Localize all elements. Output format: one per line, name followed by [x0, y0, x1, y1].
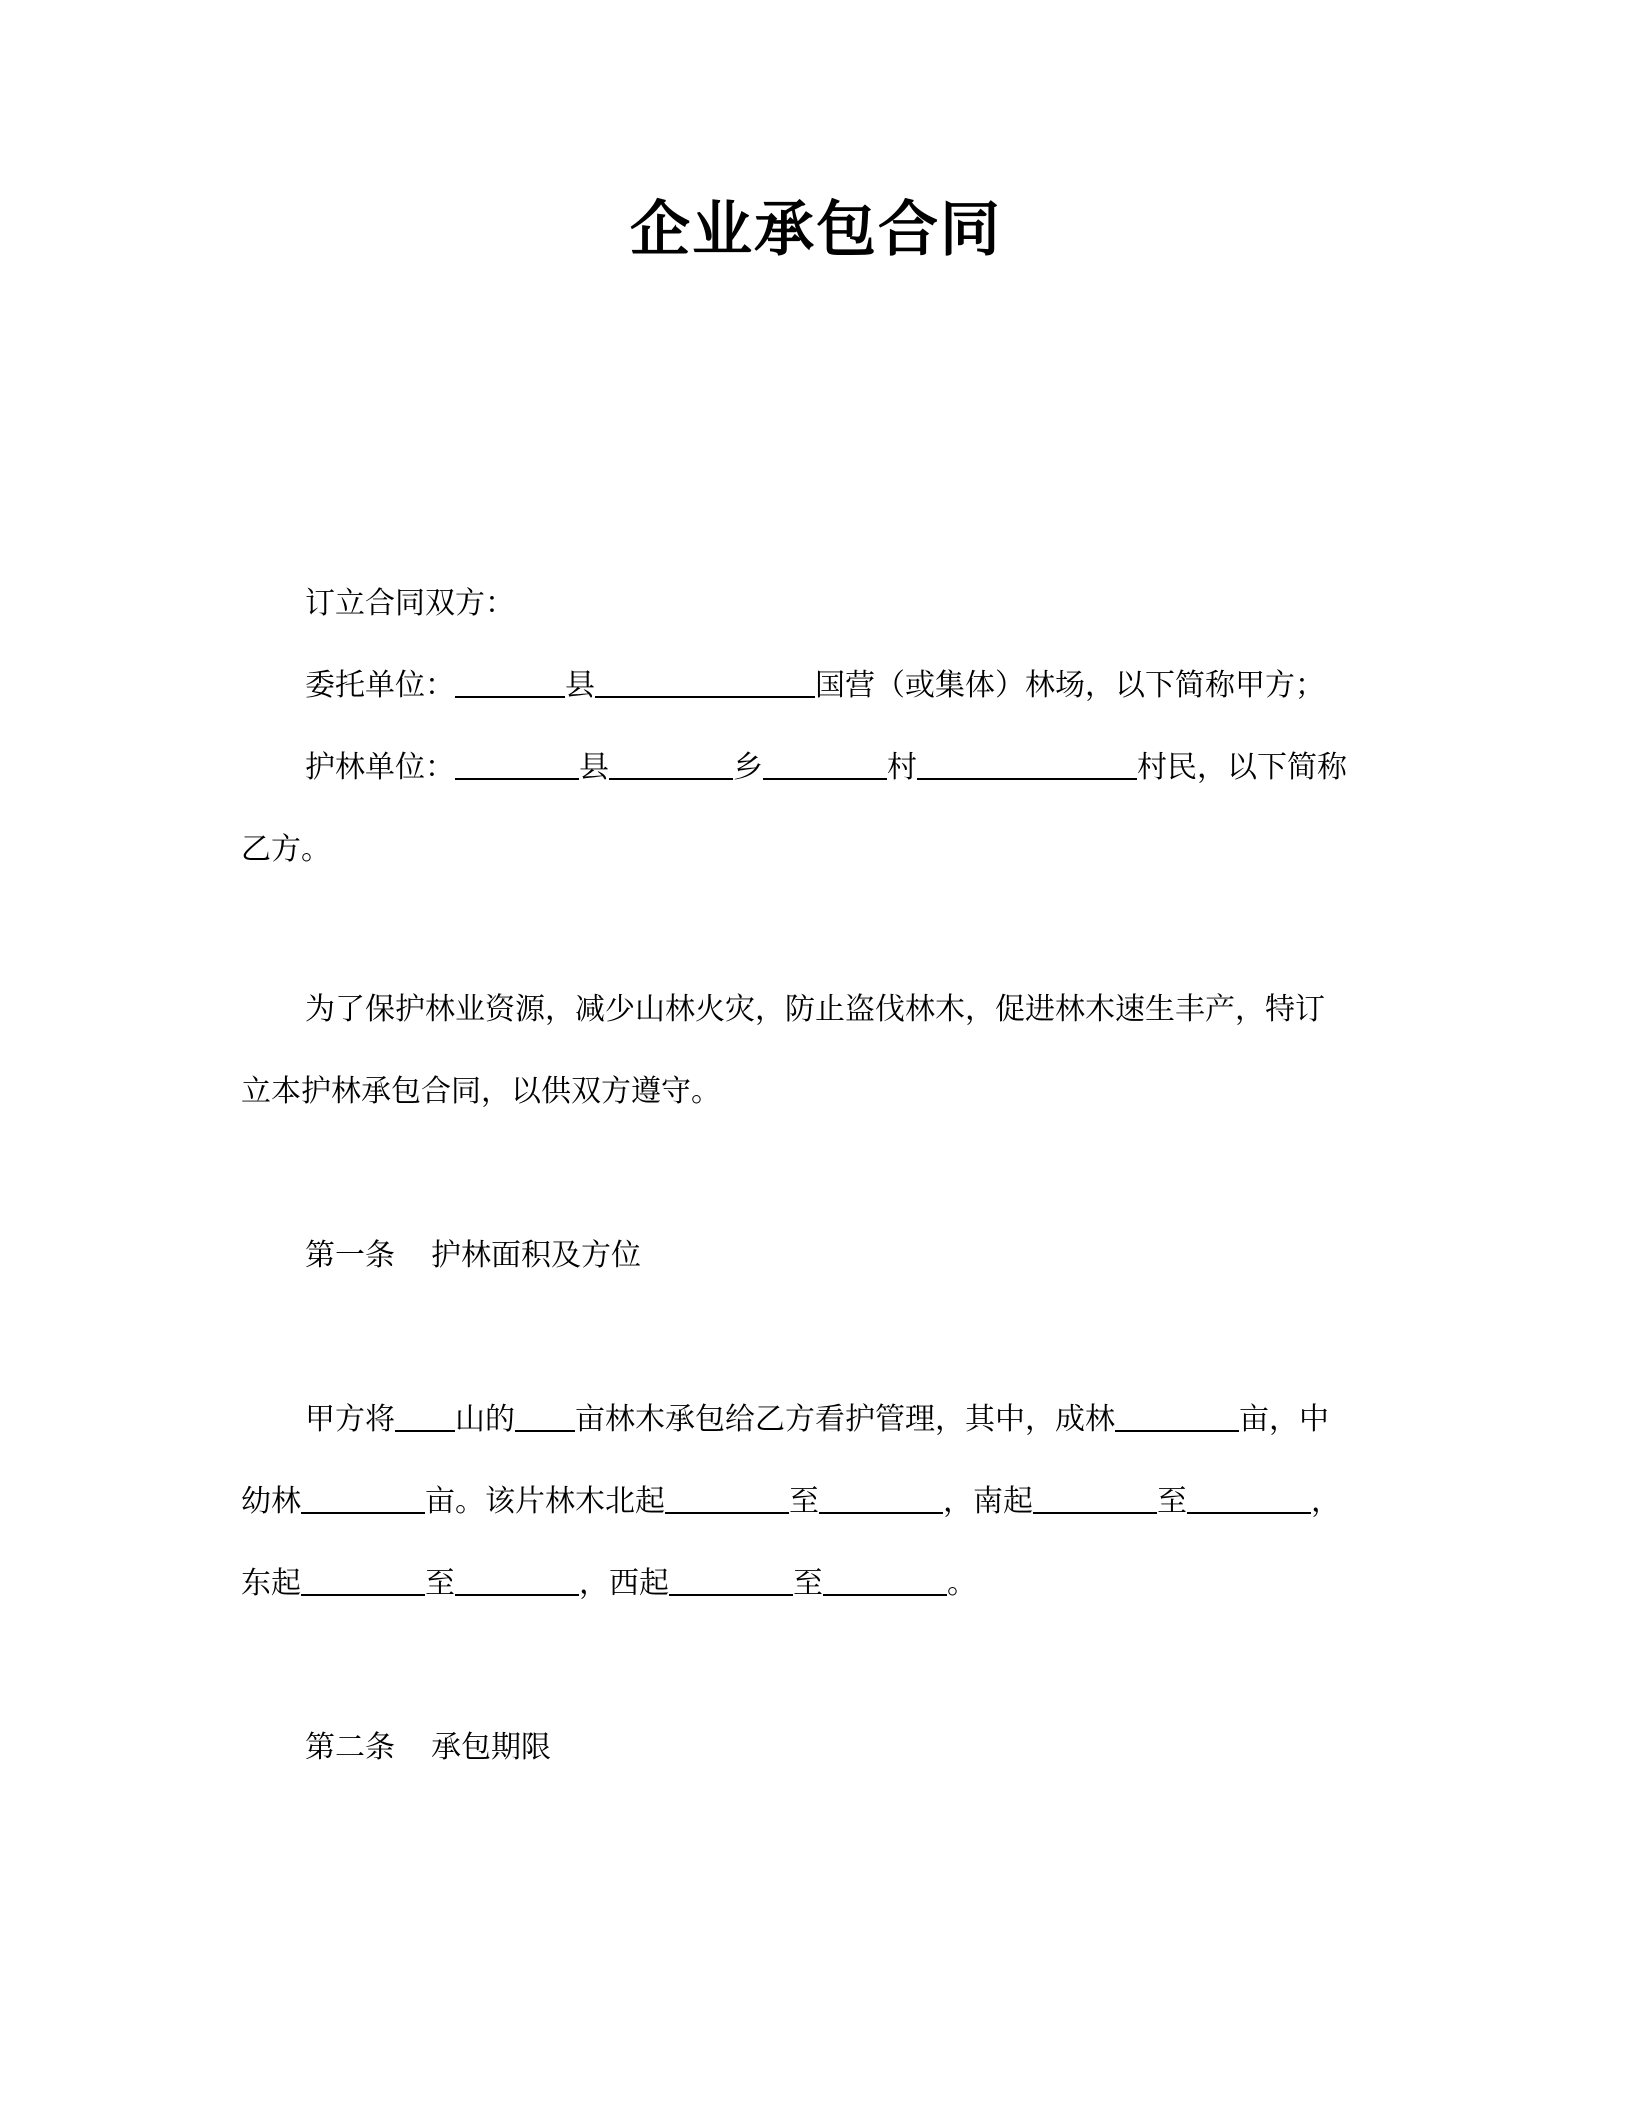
- guard-unit-label: 护林单位：: [305, 750, 455, 785]
- article-2-heading: [305, 1728, 1381, 1768]
- article-number: 第二条: [305, 1730, 395, 1765]
- farm-text: 国营（或集体）林场，以下简称甲方；: [815, 668, 1325, 703]
- text: 亩林木承包给乙方看护管理，其中，成林: [575, 1402, 1115, 1437]
- blank-total-area: [515, 1400, 575, 1432]
- text: ，南起: [943, 1484, 1033, 1519]
- parties-heading: 订立合同双方：: [305, 586, 515, 621]
- entrusting-unit-line: [305, 666, 1381, 706]
- blank-mature-area: [1115, 1400, 1239, 1432]
- blank-west-from: [669, 1564, 793, 1596]
- text: 至: [425, 1566, 455, 1601]
- blank-young-area: [301, 1482, 425, 1514]
- text: 至: [789, 1484, 819, 1519]
- blank-village: [763, 748, 887, 780]
- article-number: 第一条: [305, 1238, 395, 1273]
- text: 山的: [455, 1402, 515, 1437]
- blank-south-to: [1187, 1482, 1311, 1514]
- article-title: 承包期限: [431, 1730, 551, 1765]
- guard-unit-line: [305, 748, 1381, 788]
- blank-west-to: [823, 1564, 947, 1596]
- blank-township: [609, 748, 733, 780]
- blank-east-from: [301, 1564, 425, 1596]
- purpose-line-2: 立本护林承包合同，以供双方遵守。: [241, 1074, 721, 1109]
- county-text: 县: [579, 750, 609, 785]
- text: 至: [1157, 1484, 1187, 1519]
- article-1-heading: [305, 1236, 1381, 1276]
- article-1-body-line-1: [305, 1400, 1381, 1440]
- blank-farm-name: [595, 666, 815, 698]
- text: 亩。该片林木北起: [425, 1484, 665, 1519]
- guard-unit-continuation: 乙方。: [241, 832, 331, 867]
- blank-mountain: [395, 1400, 455, 1432]
- article-1-body-line-3: [241, 1564, 1381, 1604]
- blank-south-from: [1033, 1482, 1157, 1514]
- blank-county: [455, 666, 565, 698]
- text: ，西起: [579, 1566, 669, 1601]
- blank-north-from: [665, 1482, 789, 1514]
- purpose-line-1: 为了保护林业资源，减少山林火灾，防止盗伐林木，促进林木速生丰产，特订: [305, 992, 1325, 1027]
- text: 甲方将: [305, 1402, 395, 1437]
- document-title: 企业承包合同: [630, 195, 1002, 265]
- blank-east-to: [455, 1564, 579, 1596]
- villager-text: 村民，以下简称: [1137, 750, 1347, 785]
- village-text: 村: [887, 750, 917, 785]
- text: ，: [1311, 1484, 1341, 1519]
- text: 东起: [241, 1566, 301, 1601]
- article-title: 护林面积及方位: [431, 1238, 641, 1273]
- text: 幼林: [241, 1484, 301, 1519]
- text: 亩，中: [1239, 1402, 1329, 1437]
- article-1-body-line-2: [241, 1482, 1381, 1522]
- entrusting-unit-label: 委托单位：: [305, 668, 455, 703]
- text: 至: [793, 1566, 823, 1601]
- blank-north-to: [819, 1482, 943, 1514]
- township-text: 乡: [733, 750, 763, 785]
- text: 。: [947, 1566, 977, 1601]
- blank-county: [455, 748, 579, 780]
- blank-villager-name: [917, 748, 1137, 780]
- county-text: 县: [565, 668, 595, 703]
